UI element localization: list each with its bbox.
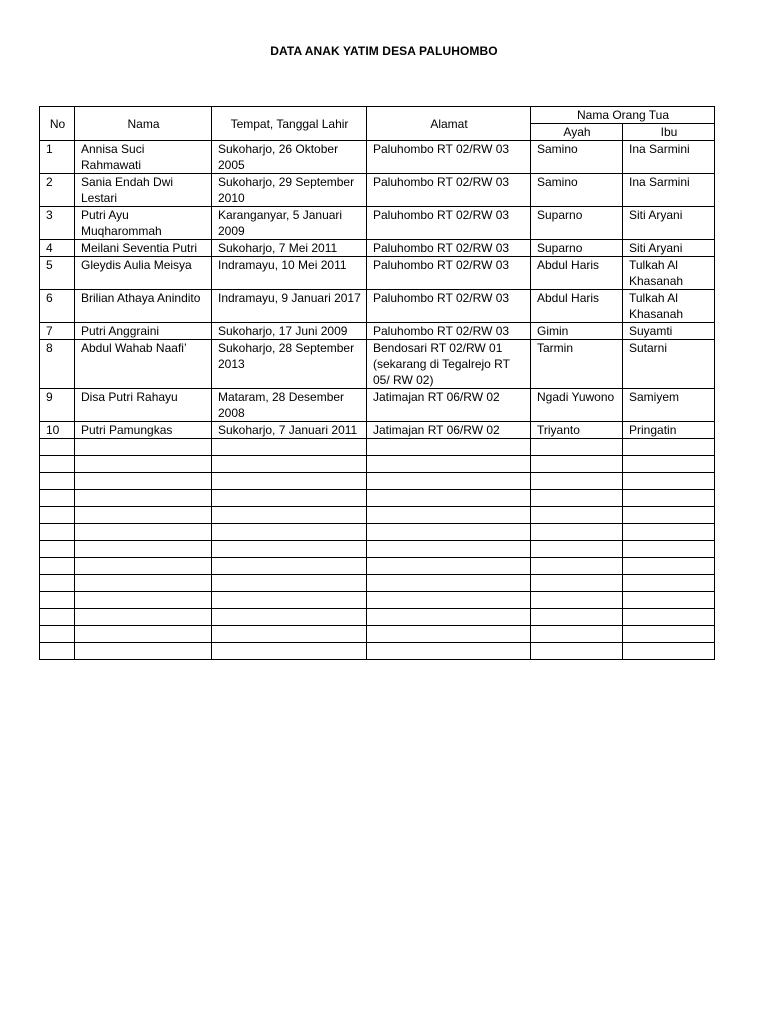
empty-cell	[40, 592, 75, 609]
table-row	[40, 141, 715, 174]
empty-cell	[367, 490, 531, 507]
empty-cell	[531, 439, 623, 456]
cell-no: 8	[40, 340, 75, 389]
empty-cell	[212, 592, 367, 609]
empty-cell	[531, 643, 623, 660]
empty-cell	[40, 626, 75, 643]
cell-ibu: Sutarni	[623, 340, 715, 389]
cell-ayah: Samino	[531, 174, 623, 207]
table-row	[40, 207, 715, 240]
cell-ttl: Karanganyar, 5 Januari 2009	[212, 207, 367, 240]
table-row	[40, 323, 715, 340]
cell-ibu: Ina Sarmini	[623, 141, 715, 174]
cell-no: 9	[40, 389, 75, 422]
cell-alamat: Paluhombo RT 02/RW 03	[367, 323, 531, 340]
cell-alamat: Paluhombo RT 02/RW 03	[367, 141, 531, 174]
table-row	[40, 240, 715, 257]
empty-cell	[623, 439, 715, 456]
empty-cell	[40, 541, 75, 558]
empty-cell	[212, 507, 367, 524]
cell-ttl: Mataram, 28 Desember 2008	[212, 389, 367, 422]
empty-cell	[623, 609, 715, 626]
cell-ayah: Gimin	[531, 323, 623, 340]
cell-ttl: Sukoharjo, 28 September 2013	[212, 340, 367, 389]
cell-alamat: Paluhombo RT 02/RW 03	[367, 290, 531, 323]
empty-cell	[75, 626, 212, 643]
empty-cell	[367, 643, 531, 660]
empty-cell	[367, 575, 531, 592]
cell-ayah: Triyanto	[531, 422, 623, 439]
cell-no: 3	[40, 207, 75, 240]
cell-ttl: Indramayu, 9 Januari 2017	[212, 290, 367, 323]
header-orang-tua: Nama Orang Tua	[531, 107, 715, 124]
empty-cell	[623, 456, 715, 473]
empty-row	[40, 609, 715, 626]
empty-row	[40, 626, 715, 643]
cell-ttl: Sukoharjo, 29 September 2010	[212, 174, 367, 207]
table-row	[40, 422, 715, 439]
cell-ibu: Ina Sarmini	[623, 174, 715, 207]
cell-nama: Putri Anggraini	[75, 323, 212, 340]
cell-ibu: Suyamti	[623, 323, 715, 340]
cell-ayah: Abdul Haris	[531, 257, 623, 290]
cell-alamat: Paluhombo RT 02/RW 03	[367, 207, 531, 240]
empty-cell	[623, 575, 715, 592]
table-row	[40, 174, 715, 207]
empty-cell	[623, 626, 715, 643]
empty-cell	[531, 473, 623, 490]
document-title: DATA ANAK YATIM DESA PALUHOMBO	[270, 44, 498, 58]
empty-cell	[212, 524, 367, 541]
cell-ayah: Samino	[531, 141, 623, 174]
empty-cell	[212, 558, 367, 575]
empty-cell	[531, 541, 623, 558]
empty-cell	[40, 490, 75, 507]
empty-cell	[212, 490, 367, 507]
cell-ibu: Pringatin	[623, 422, 715, 439]
cell-no: 2	[40, 174, 75, 207]
empty-cell	[623, 558, 715, 575]
cell-no: 5	[40, 257, 75, 290]
empty-cell	[367, 592, 531, 609]
empty-row	[40, 643, 715, 660]
cell-ibu: Siti Aryani	[623, 207, 715, 240]
empty-cell	[531, 592, 623, 609]
empty-cell	[531, 575, 623, 592]
cell-ayah: Suparno	[531, 207, 623, 240]
cell-alamat: Bendosari RT 02/RW 01 (sekarang di Tegalrejo RT 05/ RW 02)	[367, 340, 531, 389]
cell-ttl: Sukoharjo, 26 Oktober 2005	[212, 141, 367, 174]
cell-nama: Putri Ayu Muqharommah	[75, 207, 212, 240]
table-row	[40, 340, 715, 389]
empty-cell	[531, 490, 623, 507]
table-row	[40, 389, 715, 422]
empty-cell	[367, 507, 531, 524]
empty-cell	[367, 473, 531, 490]
cell-nama: Putri Pamungkas	[75, 422, 212, 439]
empty-cell	[212, 473, 367, 490]
cell-ayah: Tarmin	[531, 340, 623, 389]
empty-cell	[367, 456, 531, 473]
empty-cell	[212, 643, 367, 660]
empty-row	[40, 490, 715, 507]
cell-alamat: Paluhombo RT 02/RW 03	[367, 240, 531, 257]
cell-no: 1	[40, 141, 75, 174]
cell-ttl: Indramayu, 10 Mei 2011	[212, 257, 367, 290]
cell-alamat: Jatimajan RT 06/RW 02	[367, 422, 531, 439]
empty-cell	[531, 558, 623, 575]
empty-cell	[40, 439, 75, 456]
empty-cell	[75, 507, 212, 524]
empty-cell	[623, 592, 715, 609]
cell-ayah: Abdul Haris	[531, 290, 623, 323]
empty-cell	[75, 575, 212, 592]
empty-cell	[75, 490, 212, 507]
empty-cell	[623, 524, 715, 541]
cell-no: 10	[40, 422, 75, 439]
cell-ayah: Suparno	[531, 240, 623, 257]
header-nama: Nama	[75, 107, 212, 141]
empty-cell	[75, 609, 212, 626]
empty-cell	[623, 541, 715, 558]
empty-cell	[75, 541, 212, 558]
empty-cell	[367, 524, 531, 541]
empty-cell	[40, 643, 75, 660]
empty-row	[40, 541, 715, 558]
cell-ibu: Siti Aryani	[623, 240, 715, 257]
empty-cell	[40, 575, 75, 592]
empty-cell	[75, 439, 212, 456]
empty-cell	[623, 473, 715, 490]
cell-nama: Meilani Seventia Putri	[75, 240, 212, 257]
empty-cell	[623, 643, 715, 660]
cell-ibu: Samiyem	[623, 389, 715, 422]
empty-cell	[367, 558, 531, 575]
empty-row	[40, 592, 715, 609]
empty-cell	[75, 524, 212, 541]
empty-row	[40, 507, 715, 524]
table-row	[40, 290, 715, 323]
cell-ayah: Ngadi Yuwono	[531, 389, 623, 422]
empty-cell	[367, 609, 531, 626]
cell-ibu: Tulkah Al Khasanah	[623, 290, 715, 323]
cell-nama: Brilian Athaya Anindito	[75, 290, 212, 323]
empty-cell	[212, 575, 367, 592]
empty-cell	[212, 626, 367, 643]
cell-nama: Annisa Suci Rahmawati	[75, 141, 212, 174]
empty-cell	[212, 456, 367, 473]
empty-cell	[367, 439, 531, 456]
empty-cell	[75, 558, 212, 575]
header-ttl: Tempat, Tanggal Lahir	[212, 107, 367, 141]
cell-alamat: Paluhombo RT 02/RW 03	[367, 257, 531, 290]
empty-cell	[531, 507, 623, 524]
empty-cell	[75, 456, 212, 473]
empty-row	[40, 473, 715, 490]
cell-nama: Sania Endah Dwi Lestari	[75, 174, 212, 207]
empty-cell	[367, 626, 531, 643]
header-ibu: Ibu	[623, 124, 715, 141]
cell-no: 6	[40, 290, 75, 323]
empty-row	[40, 524, 715, 541]
empty-cell	[40, 473, 75, 490]
cell-nama: Abdul Wahab Naafi’	[75, 340, 212, 389]
empty-cell	[212, 439, 367, 456]
cell-alamat: Jatimajan RT 06/RW 02	[367, 389, 531, 422]
cell-ttl: Sukoharjo, 7 Mei 2011	[212, 240, 367, 257]
empty-cell	[75, 592, 212, 609]
cell-no: 4	[40, 240, 75, 257]
empty-cell	[40, 558, 75, 575]
cell-ibu: Tulkah Al Khasanah	[623, 257, 715, 290]
header-alamat: Alamat	[367, 107, 531, 141]
cell-nama: Disa Putri Rahayu	[75, 389, 212, 422]
empty-row	[40, 575, 715, 592]
cell-nama: Gleydis Aulia Meisya	[75, 257, 212, 290]
empty-cell	[531, 524, 623, 541]
table-body	[40, 141, 715, 660]
empty-cell	[40, 524, 75, 541]
cell-alamat: Paluhombo RT 02/RW 03	[367, 174, 531, 207]
empty-cell	[40, 507, 75, 524]
empty-cell	[531, 456, 623, 473]
empty-row	[40, 439, 715, 456]
empty-cell	[531, 609, 623, 626]
orphan-data-table	[39, 106, 715, 660]
empty-cell	[367, 541, 531, 558]
empty-row	[40, 558, 715, 575]
empty-row	[40, 456, 715, 473]
empty-cell	[623, 507, 715, 524]
cell-ttl: Sukoharjo, 7 Januari 2011	[212, 422, 367, 439]
empty-cell	[75, 643, 212, 660]
empty-cell	[40, 609, 75, 626]
cell-ttl: Sukoharjo, 17 Juni 2009	[212, 323, 367, 340]
empty-cell	[212, 609, 367, 626]
cell-no: 7	[40, 323, 75, 340]
header-no: No	[40, 107, 75, 141]
empty-cell	[531, 626, 623, 643]
empty-cell	[212, 541, 367, 558]
table-row	[40, 257, 715, 290]
empty-cell	[75, 473, 212, 490]
empty-cell	[40, 456, 75, 473]
header-ayah: Ayah	[531, 124, 623, 141]
empty-cell	[623, 490, 715, 507]
